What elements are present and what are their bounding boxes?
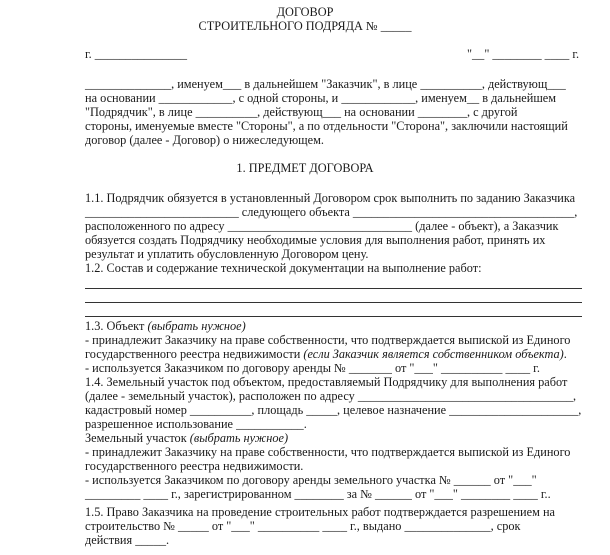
choose-note: (выбрать нужное) bbox=[147, 319, 246, 333]
clause-1-4-line: (далее - земельный участок), расположен по адресу ___________________________________, bbox=[85, 389, 577, 403]
owner-note: (если Заказчик является собственником объекта) bbox=[303, 347, 564, 361]
clause-1-5-line: 1.5. Право Заказчика на проведение строительных работ подтверждается разрешением на bbox=[85, 505, 555, 519]
clause-1-1-line: расположенного по адресу ______________________________ (далее - объект), а Заказчик bbox=[85, 219, 559, 233]
choose-note: (выбрать нужное) bbox=[189, 431, 289, 445]
preamble-line: на основании ____________, с одной стороны, и ____________, именуем__ в дальнейшем bbox=[85, 91, 557, 105]
clause-1-1-line: 1.1. Подрядчик обязуется в установленный Договором срок выполнить по заданию Заказчика bbox=[85, 191, 576, 205]
clause-1-1-line: результат и уплатить обусловленную Договором цену. bbox=[85, 247, 369, 261]
clause-1-3-option: - используется Заказчиком по договору аренды № _______ от "___" __________ ____ г. bbox=[85, 361, 540, 375]
clause-1-5-line: действия _____. bbox=[85, 533, 170, 547]
preamble-line: договор (далее - Договор) о нижеследующем. bbox=[85, 133, 324, 147]
preamble-line: стороны, именуемые вместе "Стороны", а по отдельности "Сторона", заключили настоящий bbox=[85, 119, 568, 133]
preamble-line: ______________, именуем___ в дальнейшем "Заказчик", в лице __________, действующ___ bbox=[85, 77, 566, 91]
preamble-line: "Подрядчик", в лице __________, действующ___ на основании ________, с другой bbox=[85, 105, 518, 119]
land-option: государственного реестра недвижимости. bbox=[85, 459, 304, 473]
blank-line bbox=[85, 316, 582, 317]
place-line: г. _______________ bbox=[85, 47, 188, 61]
clause-1-4-line: кадастровый номер __________, площадь _____, целевое назначение _____________________, bbox=[85, 403, 582, 417]
clause-1-3-option: государственного реестра недвижимости (если Заказчик является собственником объекта). bbox=[85, 347, 567, 361]
date-line: "__" ________ ____ г. bbox=[467, 47, 580, 61]
land-option: _________ ____ г., зарегистрированном ________ за № ______ от "___" ________ ____ г.. bbox=[85, 487, 551, 501]
clause-1-1-line: обязуется создать Подрядчику необходимые условия для выполнения работ, принять их bbox=[85, 233, 546, 247]
clause-1-3-option: - принадлежит Заказчику на праве собственности, что подтверждается выпиской из Единого bbox=[85, 333, 571, 347]
clause-1-1-line: _________________________ следующего объекта ____________________________________, bbox=[85, 205, 578, 219]
clause-1-2: 1.2. Состав и содержание технической документации на выполнение работ: bbox=[85, 261, 482, 275]
land-option: - принадлежит Заказчику на праве собственности, что подтверждается выпиской из Единого bbox=[85, 445, 571, 459]
blank-line bbox=[85, 288, 582, 289]
blank-line bbox=[85, 302, 582, 303]
doc-title: ДОГОВОР bbox=[276, 5, 334, 19]
land-heading: Земельный участок (выбрать нужное) bbox=[85, 431, 289, 445]
clause-1-3-heading: 1.3. Объект (выбрать нужное) bbox=[85, 319, 246, 333]
clause-1-5-line: строительство № _____ от "___" __________ ____ г., выдано ______________, срок bbox=[85, 519, 521, 533]
doc-subtitle: СТРОИТЕЛЬНОГО ПОДРЯДА № _____ bbox=[198, 19, 412, 33]
land-option: - используется Заказчиком по договору аренды земельного участка № ______ от "___" bbox=[85, 473, 537, 487]
clause-1-4-line: 1.4. Земельный участок под объектом, предоставляемый Подрядчику для выполнения работ bbox=[85, 375, 568, 389]
section-title: 1. ПРЕДМЕТ ДОГОВОРА bbox=[236, 161, 374, 175]
clause-1-4-line: разрешенное использование ___________. bbox=[85, 417, 307, 431]
